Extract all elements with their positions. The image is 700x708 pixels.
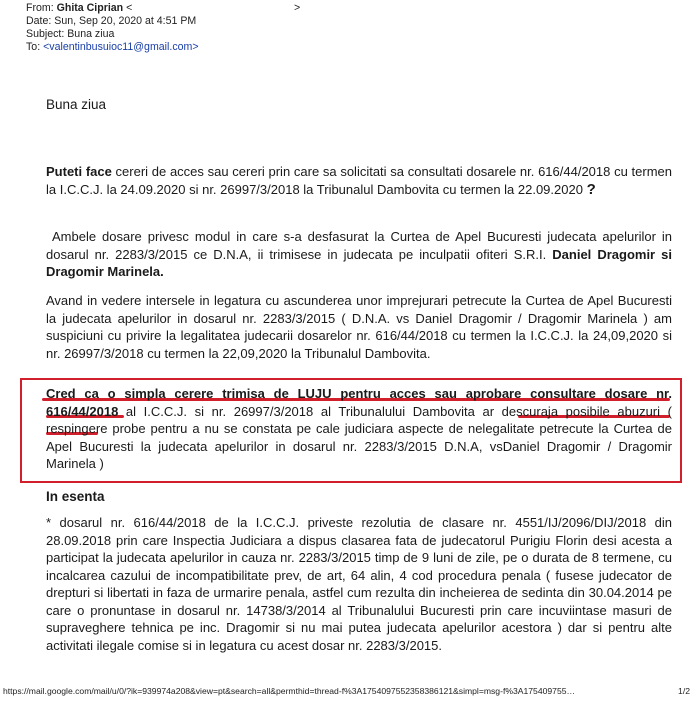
date-label: Date: bbox=[26, 15, 52, 27]
p1-text: cereri de acces sau cereri prin care sa solicitati sa consultati dosarele nr. 616/44/2018 cu termen la I.C.C.J. la 24.09.2020 si nr. 26997/3/2018 la Tribunalul Dambovita cu termen la 22.09.2020 bbox=[46, 164, 672, 197]
from-label: From: bbox=[26, 2, 54, 14]
from-close-bracket: > bbox=[294, 2, 301, 14]
p5-text: * dosarul nr. 616/44/2018 de la I.C.C.J. priveste rezolutia de clasare nr. 4551/IJ/2096/DIJ/2018 din 28.09.2018 prin care Inspectia Judiciara a dispus clasarea fata de judecatorul Purigiu Florin desi acesta a participat la judecata apelurilor in cauza nr. 2283/3/2015 timp de 9 luni de zile, pe o durata de 8 termene, cu incalcarea cazului de incompatibilitate prev, de art, 64 alin, 4 cod procedura penala ( fusese judecator de drepturi si libertati in faza de urmarire penala, astfel cum rezulta din incheierea de sedinta din 30.04.2014 pe care o pronuntase in dosarul nr. 14738/3/2014 al Tribunalului Bucuresti prin care incuviintase masuri de supraveghere tehnica pe inc. Dragomir si nu mai putea judecata apelurilor acestora ) dar si pentru alte activitati ilegale comise si in legatura cu acest dosar nr. 2283/3/2015. bbox=[46, 515, 672, 653]
email-header bbox=[26, 2, 301, 54]
from-row bbox=[26, 2, 301, 15]
subject-value: Buna ziua bbox=[67, 28, 115, 40]
p4-text-1: al I.C.C.J. si nr. 26997/3/2018 al Tribunalului Dambovita bbox=[118, 403, 483, 419]
p2-text: Ambele dosare privesc modul in care s-a desfasurat la Curtea de Apel Bucuresti judecata apelurilor in dosarul nr. 2283/3/2015 ce D.N.A, ii trimisese in judecata pe inculpatii ofiteri S.R.I. bbox=[46, 229, 672, 262]
page-number: 1/2 bbox=[678, 686, 690, 696]
p4-bold-text: Cred ca o simpla cerere trimisa de LUJU pentru acces sau aprobare consultare dosare nr. 616/44/2018 bbox=[46, 386, 672, 419]
paragraph-essence bbox=[46, 514, 672, 654]
p3-text: Avand in vedere intersele in legatura cu ascunderea unor imprejurari petrecute la Curtea de Apel Bucuresti la judecata apelurilor in dosarul nr. 2283/3/2015 ( D.N.A. vs Daniel Dragomir / Dragomir Marinela ) am suspiciuni cu privire la legalitatea judecarii dosarelor nr. 616/44/2018 cu termen la I.C.C.J. la 24,09,2020 si nr. 26997/3/2018 cu termen la 22,09,2020 la Tribunalul Dambovita. bbox=[46, 293, 672, 361]
to-label: To: bbox=[26, 41, 41, 53]
date-row bbox=[26, 15, 199, 28]
paragraph-requests bbox=[46, 163, 672, 198]
subject-label: Subject: bbox=[26, 28, 65, 40]
p4-text-2: ( respingere probe pentru a nu se constata pe cale judiciara aspecte de nelegalitate petrecute la Curtea de Apel Bucuresti la judecata apelurilor in dosarul nr. 2283/3/2015 D.N.A, vsDaniel Dragomir / Dragomir Marinela ) bbox=[46, 403, 672, 471]
p2-bold-names: Daniel Dragomir si Dragomir Marinela. bbox=[46, 246, 672, 279]
paragraph-cases bbox=[46, 228, 672, 281]
date-value: Sun, Sep 20, 2020 at 4:51 PM bbox=[54, 15, 197, 27]
p1-question-mark: ? bbox=[586, 180, 596, 198]
p4-underlined-text: ar descuraja posibile abuzuri bbox=[482, 403, 661, 419]
print-footer-url: https://mail.google.com/mail/u/0/?ik=939974a208&view=pt&search=all&permthid=thread-f%3A1754097552358386121&simpl=msg-f%3A175409755… bbox=[3, 686, 576, 696]
greeting: Buna ziua bbox=[46, 97, 107, 112]
to-row bbox=[26, 41, 199, 54]
from-name: Ghita Ciprian bbox=[56, 2, 124, 14]
p1-bold-lead: Puteti face bbox=[46, 164, 112, 179]
section-heading-in-esenta: In esenta bbox=[46, 489, 105, 504]
to-email-link[interactable]: <valentinbusuioc11@gmail.com> bbox=[43, 41, 199, 53]
paragraph-suspicions bbox=[46, 292, 672, 362]
from-open-bracket: < bbox=[126, 2, 133, 14]
subject-row bbox=[26, 28, 199, 41]
paragraph-highlighted bbox=[46, 385, 672, 473]
